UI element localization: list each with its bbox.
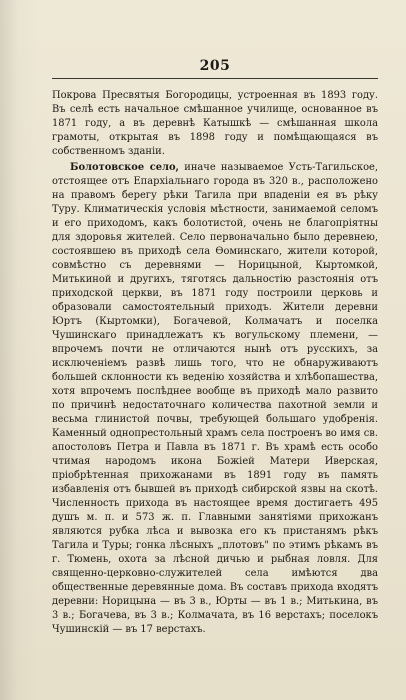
- paragraph-continuation: Покрова Пресвятыя Богородицы, устроенная въ 1893 году. Въ селѣ есть начальное смѣшанное училище, основанное въ 1871 году, а въ деревнѣ Катышкѣ — смѣшанная школа грамоты, открытая въ 1898 году и помѣщающаяся въ собственномъ зданіи.: [52, 90, 378, 157]
- paragraph-bolotovskoe: [52, 161, 378, 637]
- section-body: иначе называемое Усть-Тагильское, отстоящее отъ Епархіальнаго города въ 320 в., расположено на правомъ берегу рѣки Тагила при впаденіи ея въ рѣку Туру. Климатическія условія мѣстности, занимаемой селомъ и его приходомъ, какъ болотистой, очень не благопріятны для здоровья жителей. Село первоначально было деревнею, состоявшею въ приходѣ села Ѳоминскаго, жители которой, совмѣстно съ деревнями — Норицыной, Кыртомкой, Митькиной и другихъ, тяготясь дальностію разстоянія отъ приходской церкви, въ 1871 году построили церковь и образовали самостоятельный приходъ. Жители деревни Юртъ (Кыртомки), Богачевой, Колмачатъ и поселка Чушинскаго принадлежатъ къ вогульскому племени, — впрочемъ почти не отличаются нынѣ отъ русскихъ, за исключеніемъ развѣ лишь того, что не обнаруживаютъ большей склонности къ веденію хозяйства и хлѣбопашества, хотя впрочемъ послѣднее вообще въ приходѣ мало развито по причинѣ недостаточнаго количества пахотной земли и весьма глинистой почвы, требующей большаго удобренія. Каменный однопрестольный храмъ села построенъ во имя св. апостоловъ Петра и Павла въ 1871 г. Въ храмѣ есть особо чтимая народомъ икона Божіей Матери Иверская, пріобрѣтенная прихожанами въ 1891 году въ память избавленія отъ бывшей въ приходѣ сибирской язвы на скотѣ. Численность прихода въ настоящее время достигаетъ 495 душъ м. п. и 573 ж. п. Главными занятіями прихожанъ являются рубка лѣса и вывозка его къ пристанямъ рѣкъ Тагила и Туры; гонка лѣсныхъ „плотовъ" по этимъ рѣкамъ въ г. Тюмень, охота за лѣсной дичью и рыбная ловля. Для священно-церковно-служителей села имѣются два общественные деревянные дома. Въ составъ прихода входятъ деревни: Норицына — въ 3 в., Юрты — въ 1 в.; Митькина, въ 3 в.; Богачева, въ 3 в.; Колмачата, въ 16 верстахъ; поселокъ Чушинскій — въ 17 верстахъ.: [52, 162, 379, 635]
- section-heading: Болотовское село,: [70, 162, 179, 173]
- page-number: 205: [199, 58, 231, 74]
- header-rule: [52, 78, 378, 79]
- page-body: [52, 89, 378, 637]
